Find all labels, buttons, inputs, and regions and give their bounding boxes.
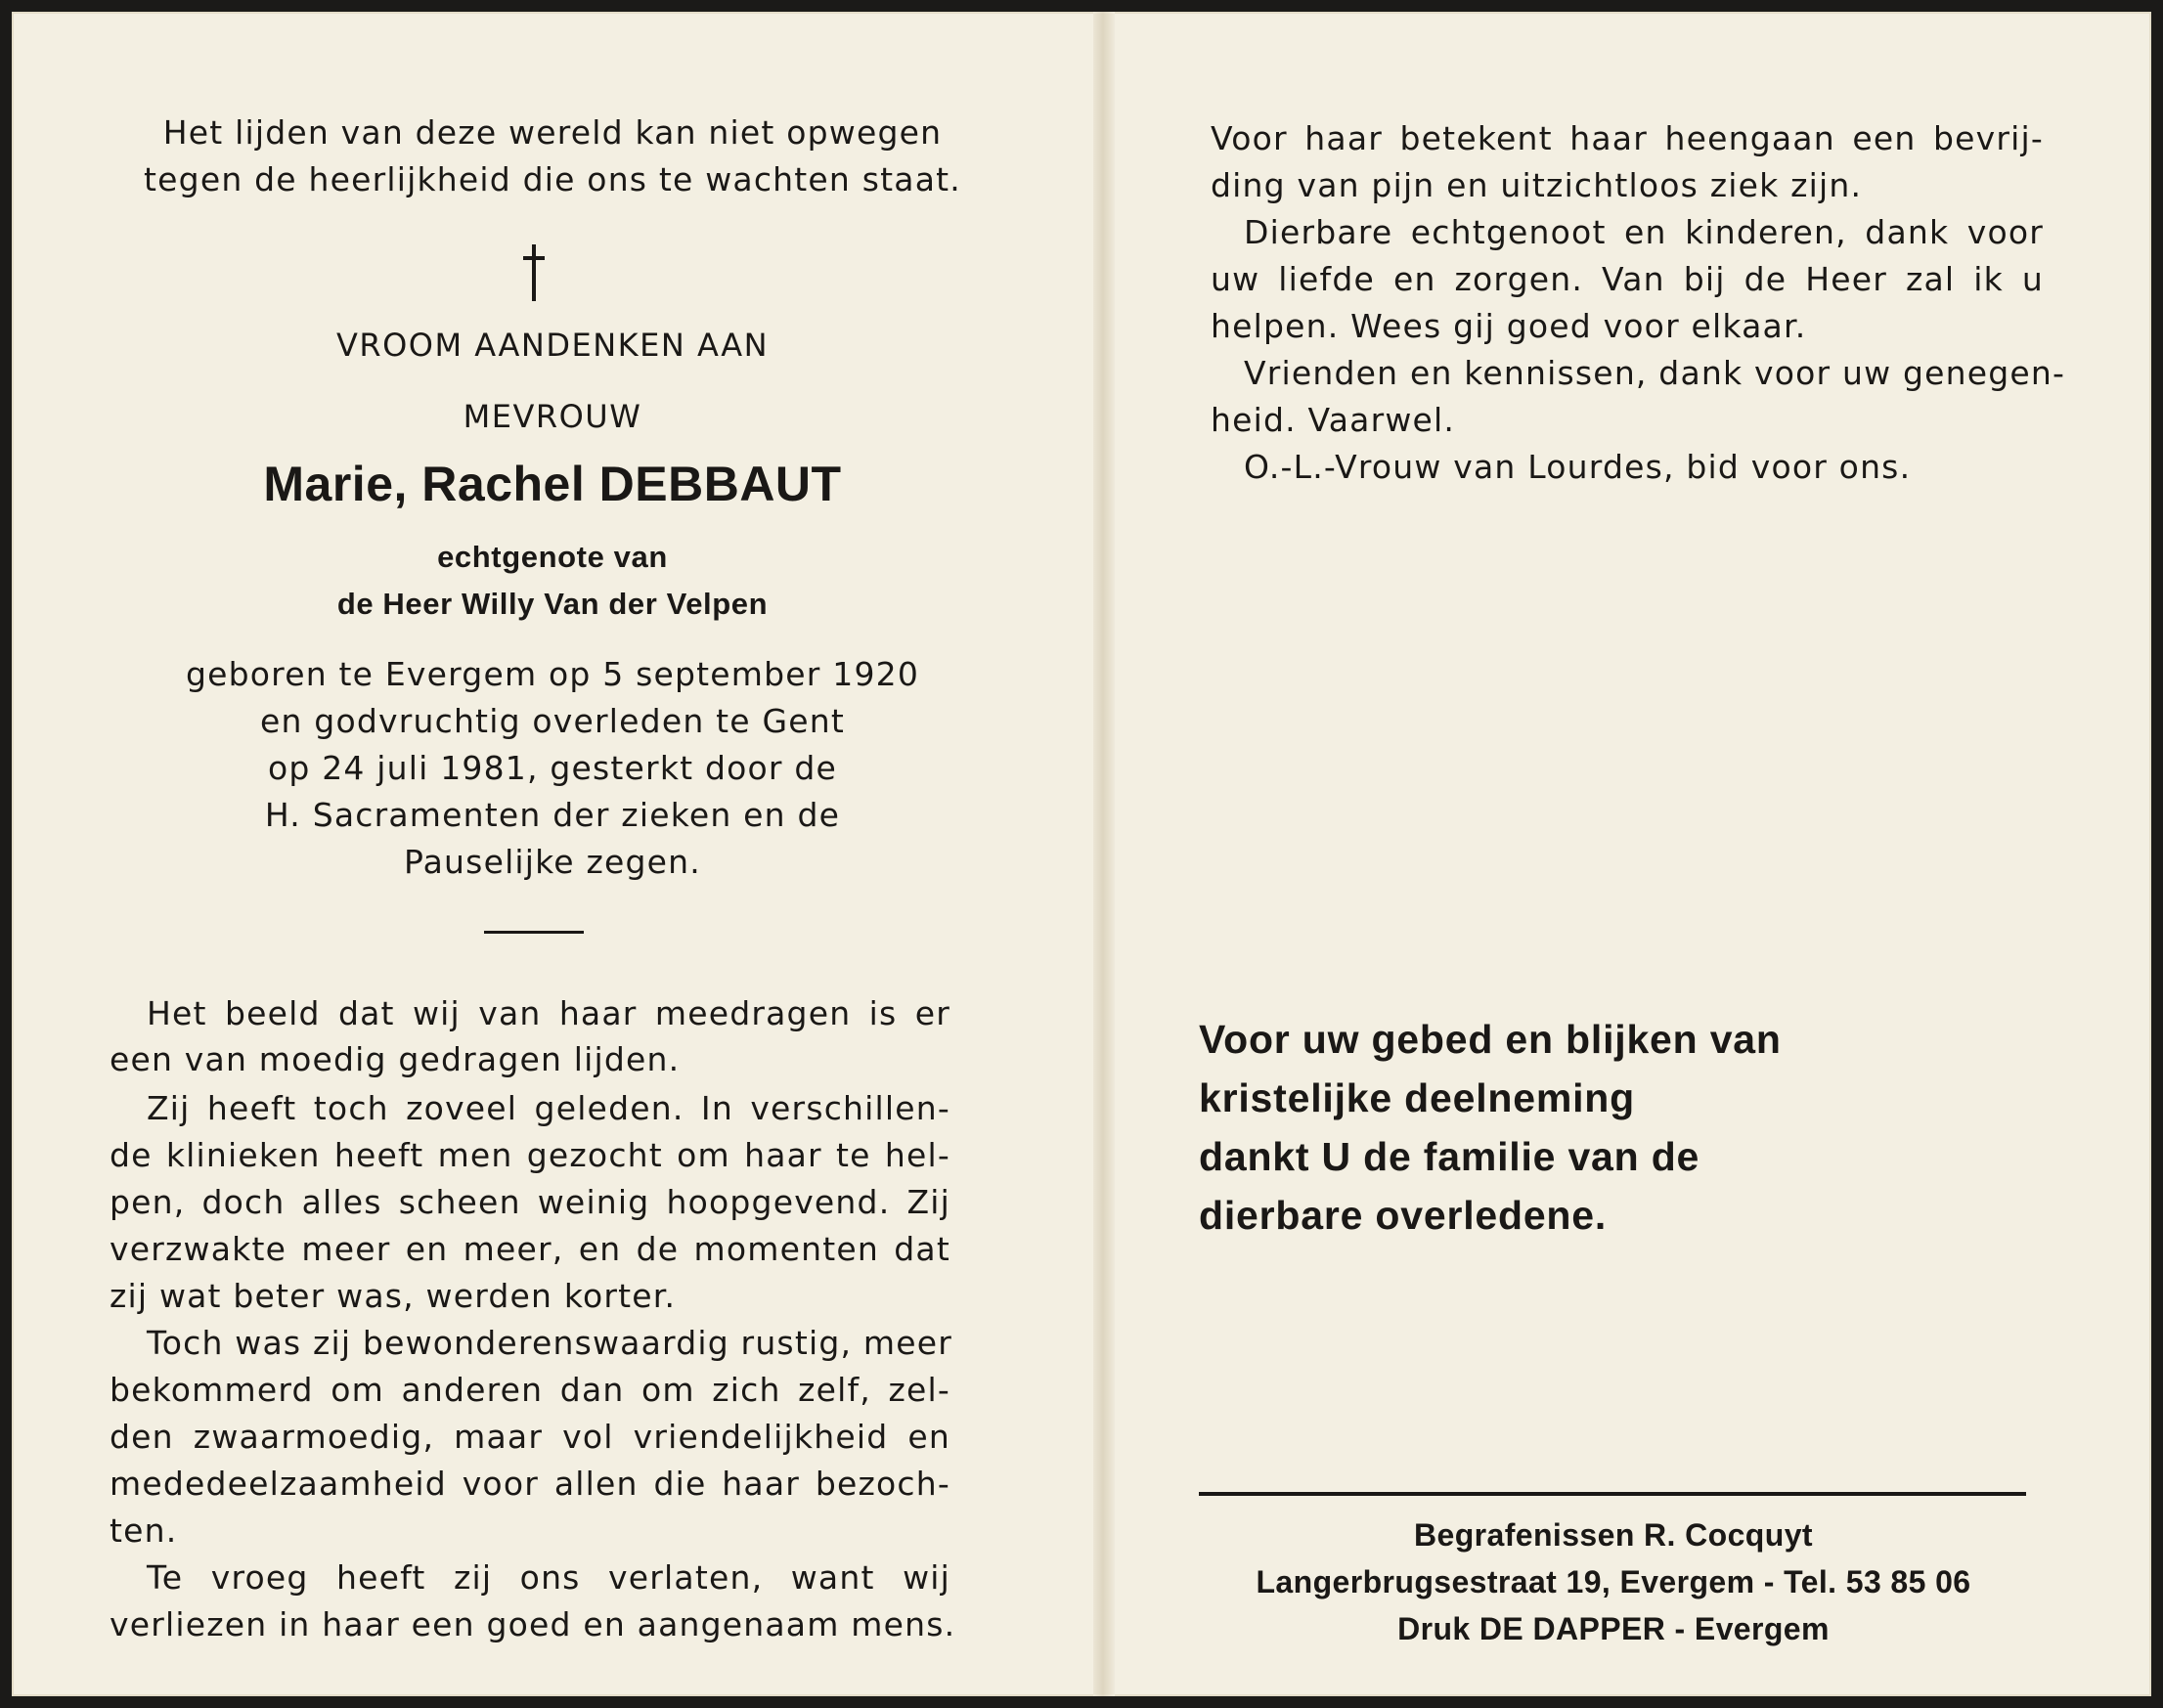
biography-line: en godvruchtig overleden te Gent <box>260 702 845 740</box>
printer-line: Langerbrugsestraat 19, Evergem - Tel. 53 85 06 <box>1256 1564 1971 1599</box>
left-page <box>12 12 1093 1696</box>
story-line: Toch was zij bewonderenswaardig rustig, meer <box>147 1324 952 1362</box>
message-line: heid. Vaarwel. <box>1211 401 1456 439</box>
thanks-line: dankt U de familie van de <box>1199 1134 1700 1179</box>
story-line: de klinieken heeft men gezocht om haar te hel- <box>110 1136 950 1174</box>
message-line: ding van pijn en uitzichtloos ziek zijn. <box>1211 166 1863 204</box>
title-label: MEVROUW <box>463 398 642 435</box>
story-line: een van moedig gedragen lijden. <box>110 1040 681 1078</box>
biography-line: H. Sacramenten der zieken en de <box>264 796 841 834</box>
biography-line: op 24 juli 1981, gesterkt door de <box>267 749 837 787</box>
spouse-label: echtgenote van <box>437 540 668 574</box>
story-line: mededeelzaamheid voor allen die haar bezoch- <box>110 1465 950 1503</box>
story-line: bekommerd om anderen dan om zich zelf, zel- <box>110 1371 950 1409</box>
biography-line: Pauselijke zegen. <box>404 843 701 881</box>
biography-line: geboren te Evergem op 5 september 1920 <box>185 655 920 693</box>
printer-line: Begrafenissen R. Cocquyt <box>1414 1517 1813 1553</box>
thanks-line: Voor uw gebed en blijken van <box>1199 1017 1782 1062</box>
story-line: zij wat beter was, werden korter. <box>110 1277 677 1315</box>
spouse-name: de Heer Willy Van der Velpen <box>336 587 769 621</box>
printer-rule <box>1199 1492 2026 1496</box>
cross-icon <box>523 244 545 301</box>
message-line: helpen. Wees gij goed voor elkaar. <box>1211 307 1807 345</box>
printer-line: Druk DE DAPPER - Evergem <box>1397 1611 1830 1646</box>
story-line: Zij heeft toch zoveel geleden. In verschillen- <box>147 1089 950 1127</box>
memorial-card <box>12 12 2151 1696</box>
story-line: Te vroeg heeft zij ons verlaten, want wij <box>147 1558 950 1597</box>
story-line: verzwakte meer en meer, en de momenten dat <box>110 1230 950 1268</box>
divider-rule <box>484 931 584 934</box>
message-line: Dierbare echtgenoot en kinderen, dank voor <box>1244 213 2044 251</box>
thanks-line: dierbare overledene. <box>1199 1193 1608 1238</box>
story-line: den zwaarmoedig, maar vol vriendelijkheid en <box>110 1418 950 1456</box>
message-line: Vrienden en kennissen, dank voor uw genegen- <box>1244 354 2066 392</box>
story-line: verliezen in haar een goed en aangenaam mens. <box>110 1605 956 1643</box>
story-line: ten. <box>110 1511 178 1550</box>
deceased-name: Marie, Rachel DEBBAUT <box>263 457 842 511</box>
memorial-heading: VROOM AANDENKEN AAN <box>335 327 770 364</box>
message-line: uw liefde en zorgen. Van bij de Heer zal ik u <box>1211 260 2044 298</box>
quote-line-1: Het lijden van deze wereld kan niet opwegen <box>162 113 943 152</box>
story-line: Het beeld dat wij van haar meedragen is er <box>147 994 950 1032</box>
right-page <box>1093 12 2151 1696</box>
story-line: pen, doch alles scheen weinig hoopgevend. Zij <box>110 1183 950 1221</box>
message-line: O.-L.-Vrouw van Lourdes, bid voor ons. <box>1244 448 1912 486</box>
message-line: Voor haar betekent haar heengaan een bevrij- <box>1211 119 2044 157</box>
quote-line-2: tegen de heerlijkheid die ons te wachten staat. <box>144 160 961 198</box>
thanks-line: kristelijke deelneming <box>1199 1075 1635 1120</box>
